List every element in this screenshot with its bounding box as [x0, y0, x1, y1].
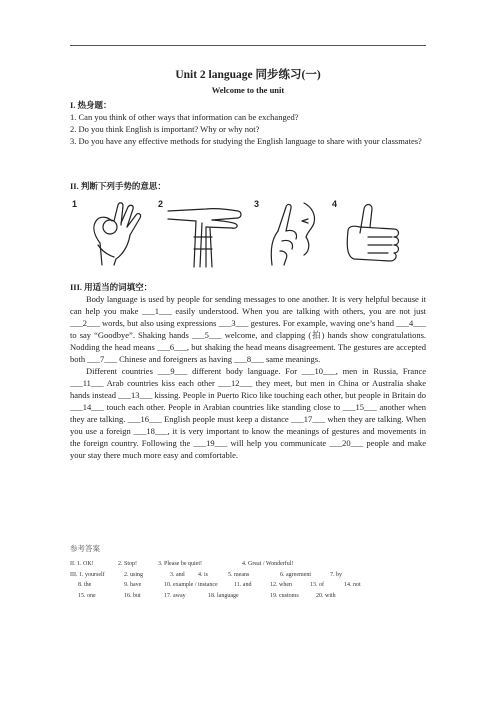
answer-item: 15. one	[78, 592, 96, 599]
answer-item: 7. by	[330, 571, 342, 578]
answer-line-1	[70, 559, 426, 569]
answer-item: 9. have	[124, 582, 142, 589]
gesture-images	[70, 197, 426, 269]
answer-item: 17. away	[164, 592, 186, 599]
answer-item: 2. Stop!	[118, 561, 138, 568]
header-rule	[70, 45, 426, 46]
answer-line-4	[70, 591, 426, 601]
answer-item: 19. customs	[270, 592, 299, 599]
answer-line-3	[70, 580, 426, 590]
answer-item: II. 1. OK!	[70, 561, 94, 568]
page-title: Unit 2 language 同步练习(一)	[175, 69, 321, 81]
section-gestures	[70, 180, 426, 192]
answer-item: 8. the	[78, 582, 92, 589]
answer-item: 18. language	[208, 592, 239, 599]
gesture-number-2: 2	[158, 199, 164, 209]
quiet-gesture-icon	[264, 199, 324, 267]
page-subtitle: Welcome to the unit	[211, 85, 285, 95]
answer-item: 5. means	[228, 571, 250, 578]
question-1: 1. Can you think of other ways that information can be exchanged?	[70, 112, 299, 122]
answer-item: 2. using	[124, 571, 144, 578]
question-3: 3. Do you have any effective methods for studying the English language to share with your classmates?	[70, 136, 422, 146]
gesture-number-3: 3	[254, 199, 260, 209]
gesture-number-4: 4	[332, 199, 338, 209]
section-cloze	[70, 281, 426, 461]
section-warmup	[70, 99, 426, 147]
cloze-paragraph-2: Different countries ___9___ different body language. For ___10___, men in Russia, France ___11___ Arab countries kiss each other ___12___ they meet, but men in China or Australia shake hands instead ___13___ kissing. People in Puerto Rico like touching each other, but people in Britain do ___14___ touch each other. People in Arabian countries like standing close to ___15___ another when they are talking. ___16___ English people must keep a distance ___17___ when they are talking. When you use a foreign ___18___, it is very important to know the meanings of gestures and movements in the foreign country. Following the ___19___ will help you communicate ___20___ people and make your stay there much more easy and comfortable.	[70, 366, 426, 460]
stop-gesture-icon	[166, 197, 246, 269]
answer-item: 4. is	[198, 571, 209, 578]
answer-item: 16. but	[124, 592, 141, 599]
answer-item: 13. of	[310, 582, 324, 589]
answer-key-heading: 参考答案	[70, 544, 100, 553]
section-gestures-heading: II. 判断下列手势的意思：	[70, 181, 166, 191]
cloze-paragraph-1: Body language is used by people for sending messages to one another. It is very helpful because it can help you make ___1___ easily understood. When you are talking with others, you are not just ___2___ words, but also using expressions ___3___ gestures. For example, waving one’s hand ___4___ to say “Goodbye”. Shaking hands ___5___ welcome, and clapping (拍) hands show congratulations. Nodding the head means ___6___, but shaking the head means disagreement. The gestures are accepted both ___7___ Chinese and foreigners as having ___8___ same meanings.	[70, 294, 426, 364]
answer-line-2	[70, 570, 426, 580]
answer-item: 14. not	[344, 582, 361, 589]
answer-item: 4. Great / Wonderful!	[242, 561, 294, 568]
answer-item: 3. and	[170, 571, 185, 578]
answer-item: III. 1. yourself	[70, 571, 105, 578]
section-cloze-heading: III. 用适当的词填空：	[70, 282, 153, 292]
section-warmup-heading: I. 热身题：	[70, 100, 112, 110]
answer-item: 10. example / instance	[164, 582, 218, 589]
thumbs-up-gesture-icon	[338, 199, 418, 267]
answer-item: 20. with	[316, 592, 336, 599]
gesture-number-1: 1	[72, 199, 78, 209]
question-2: 2. Do you think English is important? Why or why not?	[70, 124, 260, 134]
answer-item: 12. when	[270, 582, 292, 589]
answer-item: 6. agreement	[280, 571, 311, 578]
answer-item: 3. Please be quiet!	[158, 561, 202, 568]
answer-item: 11. and	[234, 582, 252, 589]
answer-key	[70, 544, 426, 601]
ok-gesture-icon	[84, 199, 146, 267]
